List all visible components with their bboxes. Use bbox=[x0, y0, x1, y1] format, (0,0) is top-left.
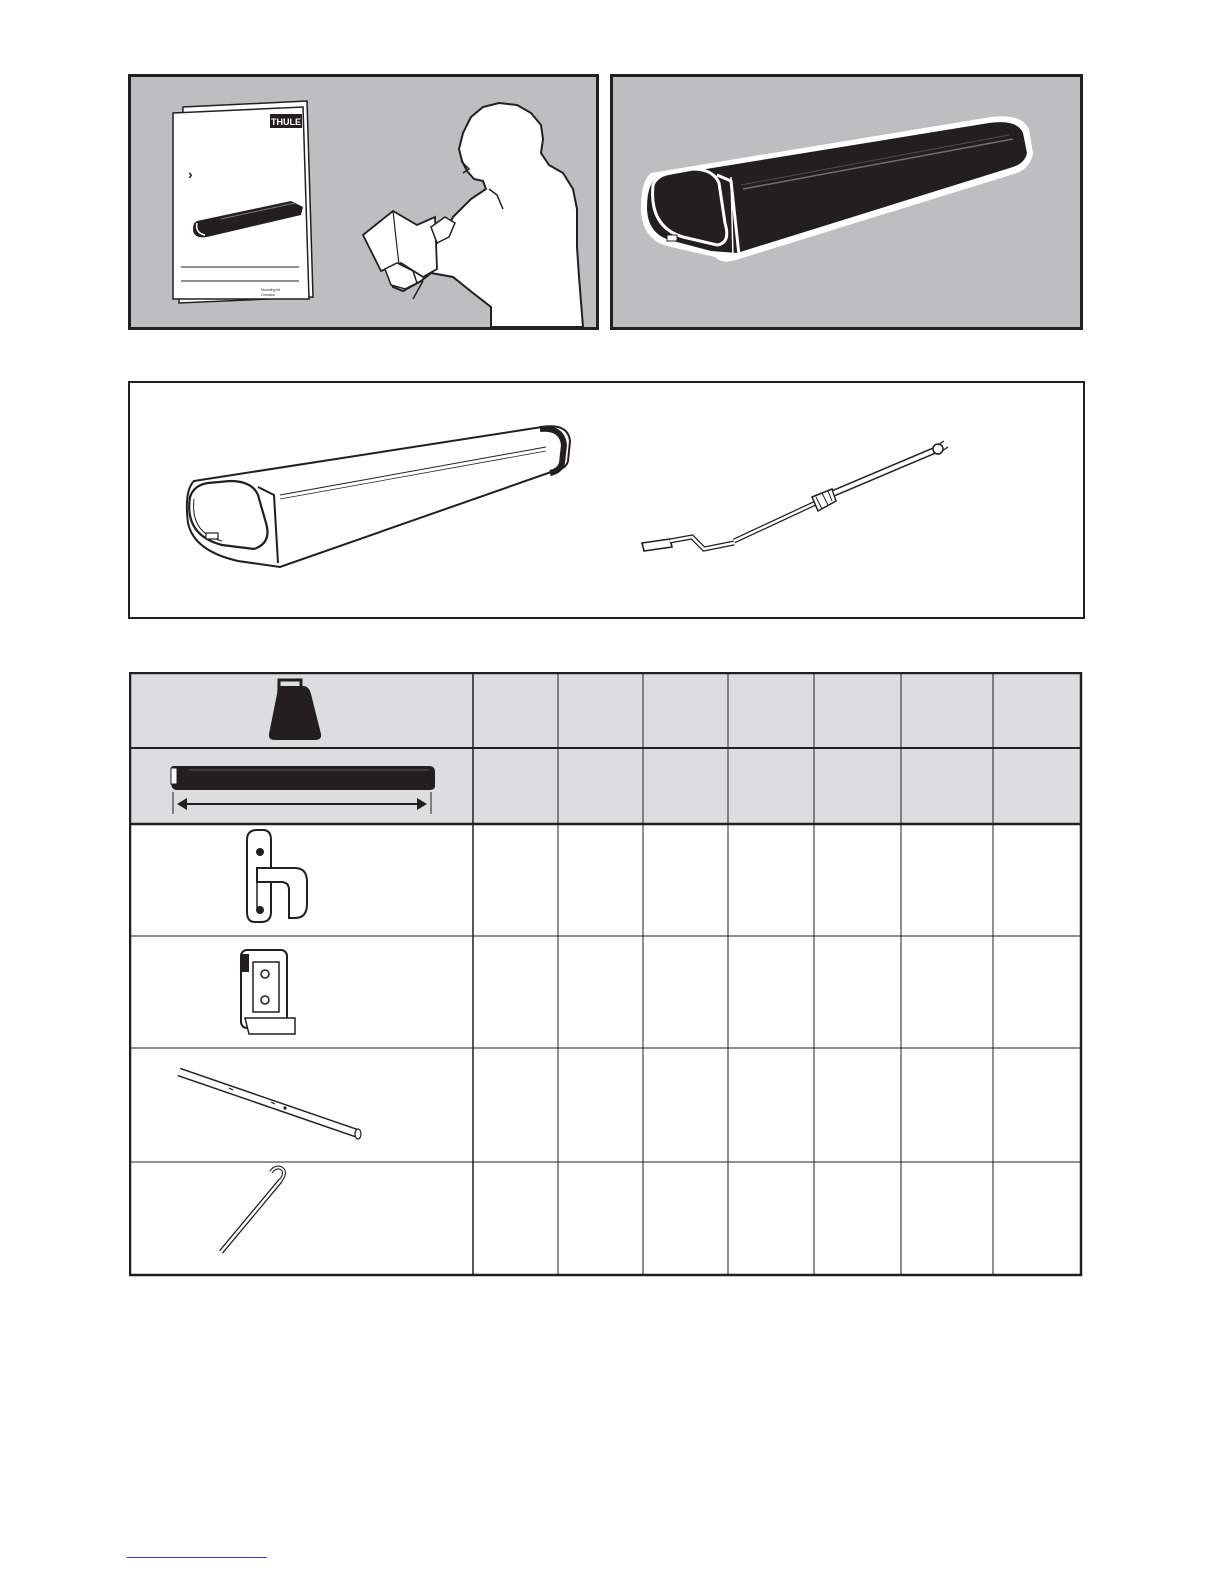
awning-closed-icon bbox=[613, 77, 1080, 327]
contents-panel bbox=[128, 381, 1085, 619]
manual-chevron: › bbox=[188, 166, 193, 182]
manual-illustration bbox=[131, 77, 596, 327]
mounting-clip-icon bbox=[241, 950, 295, 1034]
manual-brand: THULE bbox=[271, 117, 301, 127]
manual-reading-panel bbox=[128, 74, 599, 330]
footer-link-underline[interactable] bbox=[127, 1557, 267, 1558]
wall-bracket-icon bbox=[247, 830, 307, 922]
contents-illustration bbox=[130, 383, 1083, 617]
manual-line-2: Omnistor bbox=[261, 293, 276, 297]
crank-handle-icon bbox=[642, 441, 948, 551]
parts-table bbox=[129, 672, 1083, 1277]
person-reading-icon bbox=[363, 103, 583, 327]
awning-outline-icon bbox=[187, 426, 570, 567]
rafter-pole-icon bbox=[179, 1072, 361, 1139]
manual-cover-icon bbox=[173, 101, 313, 303]
parts-table-grid bbox=[129, 672, 1083, 1277]
hook-icon bbox=[221, 1168, 284, 1253]
awning-closed-panel bbox=[610, 74, 1083, 330]
manual-line-1: Mounting kit bbox=[261, 288, 280, 292]
